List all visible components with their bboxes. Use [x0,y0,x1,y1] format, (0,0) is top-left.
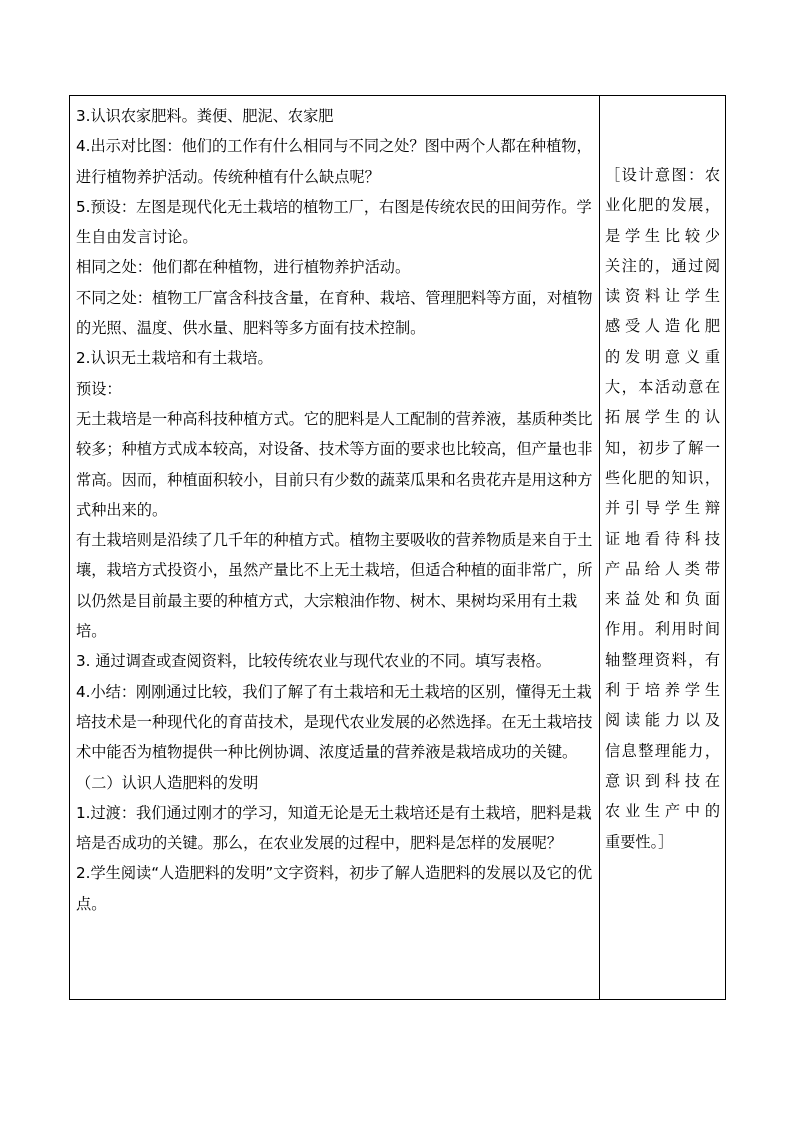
design-intent-text [600,96,725,857]
design-intent-line: 农业生产中的 [605,802,720,821]
design-intent-line: 来益处和负面 [605,590,720,609]
paragraph: 预设： [76,379,122,398]
design-intent-line: 作用。利用时间 [605,620,720,639]
design-intent-line: 些化肥的知识， [605,468,720,487]
lesson-table [69,95,726,1000]
design-intent-line: 重要性。］ [605,832,674,851]
design-intent-line: ［设计意图：农 [605,166,720,184]
design-intent-line: 并引导学生辩 [605,499,720,518]
paragraph: 有土栽培则是沿续了几千年的种植方式。植物主要吸收的营养物质是来自于土壤，栽培方式投资小，虽然产量比不上无土栽培，但适合种植的面非常广，所以仍然是目前最主要的种植方式，大宗粮油作物、树木、果树均采用有土栽培。 [76,531,593,641]
teaching-process-text [70,96,599,919]
design-intent-line: 业化肥的发展， [605,196,720,215]
design-intent-line: 知，初步了解一 [605,438,720,457]
paragraph: 3.认识农家肥料。粪便、肥泥、农家肥 [76,107,334,125]
design-intent-line: 拓展学生的认 [605,408,720,427]
design-intent-line: 意识到科技在 [605,771,720,790]
paragraph: 无土栽培是一种高科技种植方式。它的肥料是人工配制的营养液，基质种类比较多；种植方式成本较高，对设备、技术等方面的要求也比较高，但产量也非常高。因而，种植面积较小，目前只有少数的蔬菜瓜果和名贵花卉是用这种方式种出来的。 [76,409,593,519]
design-intent-line: 证地看待科技 [605,529,720,548]
design-intent-line: 关注的，通过阅 [605,256,720,275]
paragraph: 4.小结：刚刚通过比较，我们了解了有土栽培和无土栽培的区别，懂得无土栽培技术是一种现代化的育苗技术，是现代农业发展的必然选择。在无土栽培技术中能否为植物提供一种比例协调、浓度适量的营养液是栽培成功的关键。 [76,682,593,762]
paragraph: 1.过渡：我们通过刚才的学习，知道无论是无土栽培还是有土栽培，肥料是栽培是否成功的关键。那么，在农业发展的过程中，肥料是怎样的发展呢？ [76,803,592,853]
paragraph: 2.学生阅读“人造肥料的发明”文字资料，初步了解人造肥料的发展以及它的优点。 [76,864,593,913]
design-intent-line: 感受人造化肥 [605,317,720,336]
paragraph: 5.预设：左图是现代化无土栽培的植物工厂，右图是传统农民的田间劳作。学生自由发言讨论。 [76,197,592,247]
paragraph: 2.认识无土栽培和有土栽培。 [76,349,273,368]
section-heading: （二）认识人造肥料的发明 [76,773,259,792]
table-row [70,96,726,1000]
design-intent-line: 产品给人类带 [605,559,720,578]
design-intent-line: 的发明意义重 [605,347,720,366]
paragraph: 不同之处：植物工厂富含科技含量，在育种、栽培、管理肥料等方面，对植物的光照、温度、供水量、肥料等多方面有技术控制。 [76,288,593,338]
design-intent-line: 信息整理能力， [605,741,720,760]
design-intent-line: 读资料让学生 [605,287,720,306]
design-intent-line: 阅读能力以及 [605,711,720,730]
design-intent-line: 是学生比较少 [605,226,720,245]
design-intent-line: 大，本活动意在 [605,378,720,397]
paragraph: 3. 通过调查或查阅资料，比较传统农业与现代农业的不同。填写表格。 [76,652,551,671]
paragraph: 相同之处：他们都在种植物，进行植物养护活动。 [76,258,411,277]
design-intent-cell [600,96,726,1000]
design-intent-line: 轴整理资料，有 [605,650,720,669]
design-intent-line: 利于培养学生 [605,681,720,700]
teaching-process-cell [70,96,600,1000]
paragraph: 4.出示对比图：他们的工作有什么相同与不同之处？图中两个人都在种植物，进行植物养护活动。传统种植有什么缺点呢？ [76,137,592,186]
